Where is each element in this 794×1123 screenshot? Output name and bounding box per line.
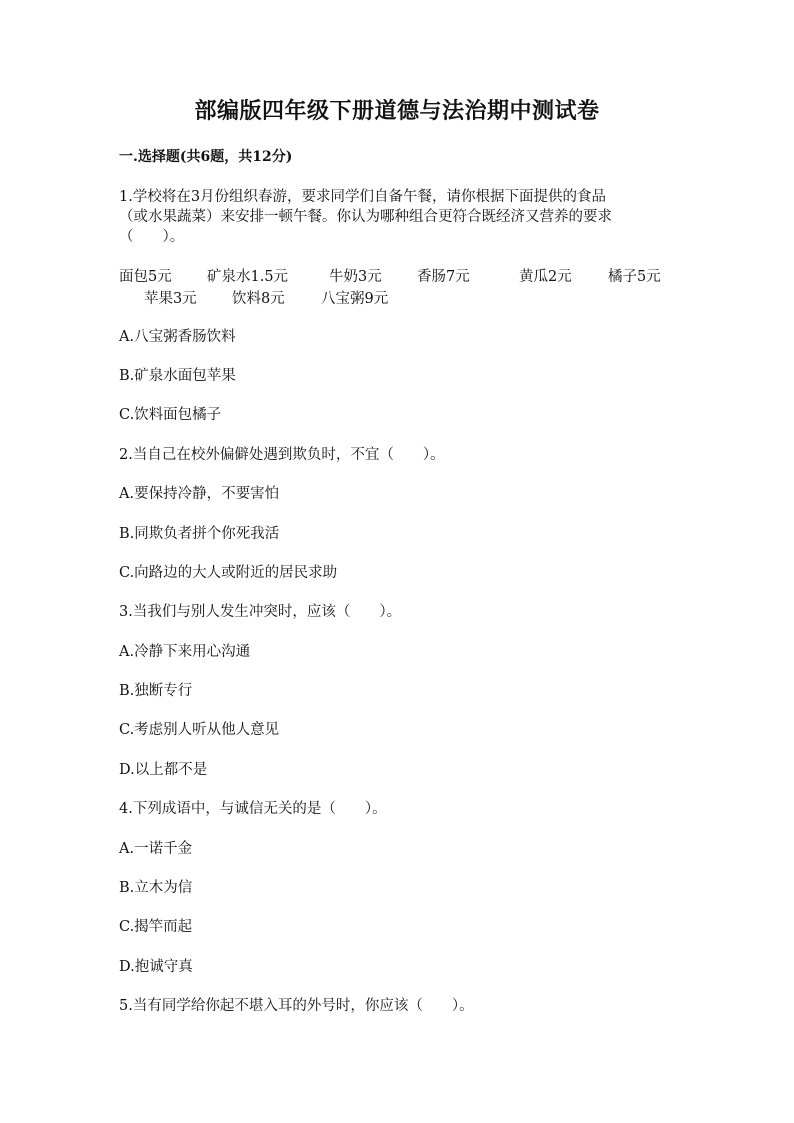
question-2-prompt: 2.当自己在校外偏僻处遇到欺负时，不宜（ ）。 xyxy=(119,447,445,463)
question-1-option-b: B.矿泉水面包苹果 xyxy=(119,368,236,384)
question-3-prompt: 3.当我们与别人发生冲突时，应该（ ）。 xyxy=(119,604,402,620)
food-item: 矿泉水1.5元 xyxy=(207,269,289,285)
question-4-option-c: C.揭竿而起 xyxy=(119,919,193,935)
question-2-option-b: B.同欺负者拼个你死我活 xyxy=(119,526,280,542)
question-3-option-b: B.独断专行 xyxy=(119,683,193,699)
food-item: 面包5元 xyxy=(119,269,172,285)
food-item: 橘子5元 xyxy=(608,269,661,285)
question-4-prompt: 4.下列成语中，与诚信无关的是（ ）。 xyxy=(119,801,387,817)
question-4-option-a: A.一诺千金 xyxy=(119,841,193,857)
question-1-prompt-line-3: （ ）。 xyxy=(119,229,185,245)
food-price-list xyxy=(119,266,699,310)
question-2-option-c: C.向路边的大人或附近的居民求助 xyxy=(119,565,338,581)
food-row-1 xyxy=(119,266,699,288)
food-row-2 xyxy=(119,288,699,310)
food-item: 香肠7元 xyxy=(417,269,470,285)
question-1-option-a: A.八宝粥香肠饮料 xyxy=(119,329,236,345)
food-item: 牛奶3元 xyxy=(329,269,382,285)
question-4-option-d: D.抱诚守真 xyxy=(119,959,193,975)
question-1-prompt-line-1: 1.学校将在3月份组织春游，要求同学们自备午餐，请你根据下面提供的食品 xyxy=(119,189,607,205)
question-1-option-c: C.饮料面包橘子 xyxy=(119,407,222,423)
question-4-option-b: B.立木为信 xyxy=(119,880,193,896)
page-title: 部编版四年级下册道德与法治期中测试卷 xyxy=(194,98,600,124)
question-1-prompt-line-2: （或水果蔬菜）来安排一顿午餐。你认为哪种组合更符合既经济又营养的要求 xyxy=(119,209,612,225)
question-3-option-c: C.考虑别人听从他人意见 xyxy=(119,722,280,738)
food-item: 八宝粥9元 xyxy=(321,291,389,307)
food-item: 苹果3元 xyxy=(144,291,197,307)
food-item: 黄瓜2元 xyxy=(519,269,572,285)
question-2-option-a: A.要保持冷静，不要害怕 xyxy=(119,486,280,502)
food-item: 饮料8元 xyxy=(232,291,285,307)
question-5-prompt: 5.当有同学给你起不堪入耳的外号时，你应该（ ）。 xyxy=(119,998,474,1014)
question-3-option-a: A.冷静下来用心沟通 xyxy=(119,644,251,660)
section-heading: 一.选择题(共6题，共12分) xyxy=(119,149,293,165)
question-3-option-d: D.以上都不是 xyxy=(119,762,208,778)
